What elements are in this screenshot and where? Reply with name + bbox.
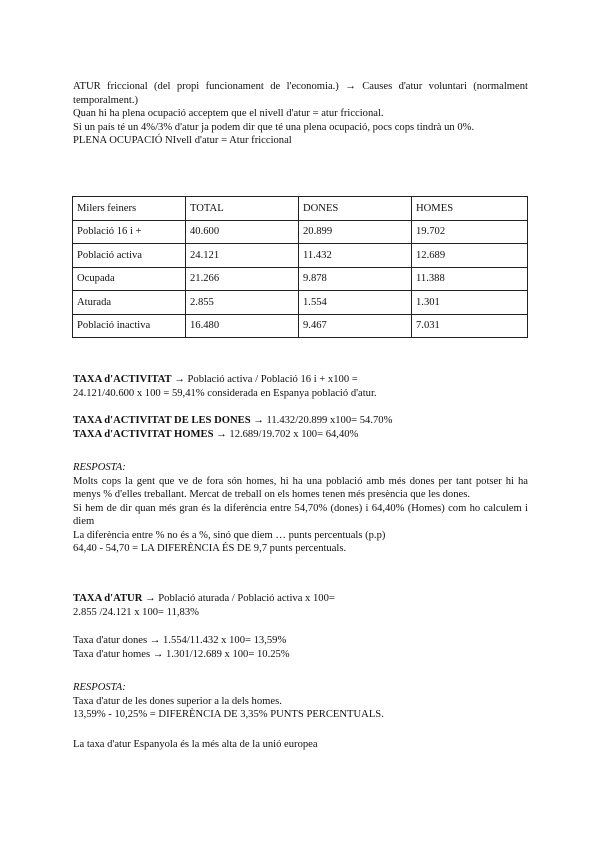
intro-line-2: Quan hi ha plena ocupació acceptem que el nivell d'atur = atur friccional. [73,108,384,119]
activitat-homes-calc: → 12.689/19.702 x 100= 64,40% [213,428,359,440]
resposta-1-label: RESPOSTA: [73,462,126,473]
table-header-cell: DONES [299,197,412,221]
table-cell: 11.432 [299,244,412,268]
activitat-homes-line [73,428,528,442]
intro-section [73,80,528,148]
table-row [73,267,528,291]
resposta-1-paragraph-1: Molts cops la gent que ve de fora són homes, hi ha una població amb més dones per tant potser hi ha menys % d'elles treballant. Mercat de treball on els homes tenen més presència que les dones. [73,475,528,500]
activitat-dones-line [73,414,528,428]
resposta-1-paragraph-4: 64,40 - 54,70 = LA DIFERÈNCIA ÉS DE 9,7 punts percentuals. [73,543,347,554]
table-cell: 1.554 [299,291,412,315]
resposta-1-section [73,461,528,556]
table-cell: 9.467 [299,314,412,338]
atur-gender-section [73,634,528,661]
atur-title: TAXA d'ATUR [73,593,143,604]
table-header-row [73,197,528,221]
labor-data-table [72,196,528,338]
table-cell: 12.689 [412,244,528,268]
resposta-2-section [73,681,528,722]
activitat-formula: → Població activa / Població 16 i + x100 = [171,374,358,385]
table-cell: Aturada [73,291,186,315]
table-cell: 40.600 [186,220,299,244]
table-cell: 19.702 [412,220,528,244]
activitat-formula-line [73,373,528,387]
activitat-section [73,373,528,400]
resposta-2-paragraph-2: 13,59% - 10,25% = DIFERÈNCIA DE 3,35% PUNTS PERCENTUALS. [73,709,384,720]
table-cell: 20.899 [299,220,412,244]
table-row [73,220,528,244]
table-cell: 1.301 [412,291,528,315]
atur-homes: Taxa d'atur homes → 1.301/12.689 x 100= 10.25% [73,648,290,660]
resposta-1-paragraph-3: La diferència entre % no és a %, sinó que diem … punts percentuals (p.p) [73,529,386,541]
table-cell: 9.878 [299,267,412,291]
table-row [73,244,528,268]
activitat-title: TAXA d'ACTIVITAT [73,374,172,385]
atur-dones: Taxa d'atur dones → 1.554/11.432 x 100= 13,59% [73,635,287,646]
table-cell: Població 16 i + [73,220,186,244]
activitat-calc: 24.121/40.600 x 100 = 59,41% considerada en Espanya població d'atur. [73,387,377,399]
table-cell: 16.480 [186,314,299,338]
final-statement: La taxa d'atur Espanyola és la més alta de la unió europea [73,739,318,750]
table-header-cell: TOTAL [186,197,299,221]
final-section [73,738,528,752]
table-cell: Població activa [73,244,186,268]
intro-line-1: ATUR friccional (del propi funcionament de l'economia.) → Causes d'atur voluntari (normalment temporalment.) [73,81,528,106]
table-cell: 21.266 [186,267,299,291]
activitat-dones-title: TAXA d'ACTIVITAT DE LES DONES [73,415,251,426]
atur-section [73,592,528,619]
atur-formula: → Població aturada / Població activa x 100= [142,593,335,604]
atur-formula-line [73,592,528,606]
table-row [73,291,528,315]
activitat-gender-section [73,414,528,441]
table-cell: 24.121 [186,244,299,268]
table-header-cell: Milers feiners [73,197,186,221]
activitat-dones-calc: → 11.432/20.899 x100= 54.70% [250,415,393,426]
table-cell: 11.388 [412,267,528,291]
intro-line-3: Si un país té un 4%/3% d'atur ja podem dir que té una plena ocupació, pocs cops tindrà un 0%. [73,121,475,133]
table-row [73,314,528,338]
resposta-1-paragraph-2: Si hem de dir quan més gran és la diferència entre 54,70% (dones) i 64,40% (Homes) com ho calculem i diem [73,502,528,527]
intro-line-4: PLENA OCUPACIÓ NIvell d'atur = Atur friccional [73,135,292,146]
atur-calc: 2.855 /24.121 x 100= 11,83% [73,606,199,618]
table-cell: Població inactiva [73,314,186,338]
table-cell: 2.855 [186,291,299,315]
table-cell: Ocupada [73,267,186,291]
table-header-cell: HOMES [412,197,528,221]
table-cell: 7.031 [412,314,528,338]
resposta-2-label: RESPOSTA: [73,682,126,693]
resposta-2-paragraph-1: Taxa d'atur de les dones superior a la dels homes. [73,695,282,707]
activitat-homes-title: TAXA d'ACTIVITAT HOMES [73,428,214,440]
